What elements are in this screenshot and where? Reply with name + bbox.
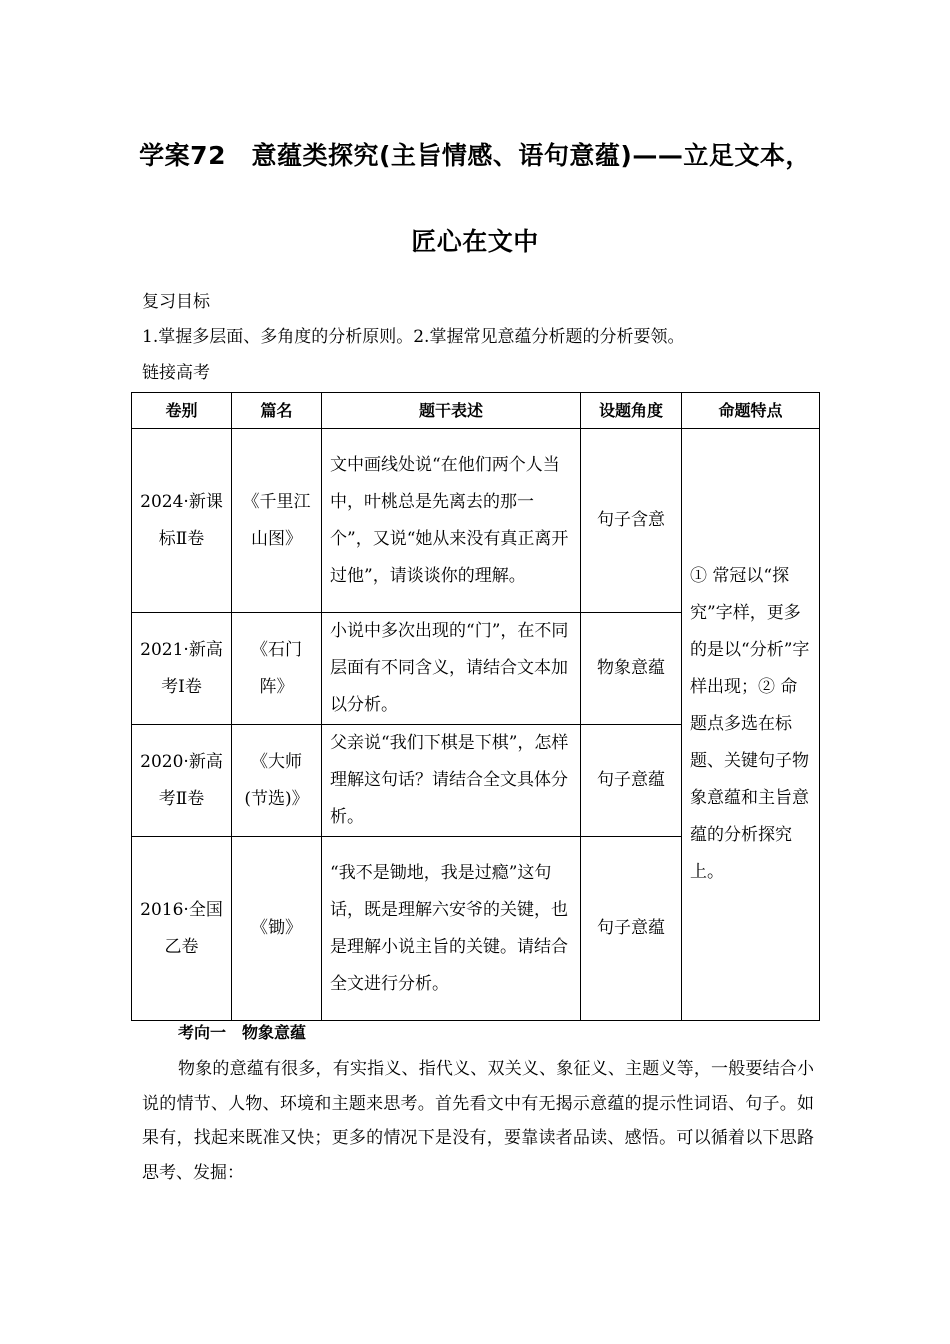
review-goals-heading: 复习目标 — [142, 292, 210, 312]
exam-table — [131, 392, 820, 1021]
cell-angle: 句子意蕴 — [581, 725, 682, 837]
table-header-row — [132, 393, 820, 429]
cell-title: 《石门阵》 — [232, 613, 322, 725]
page-title-line-1: 学案72 意蕴类探究(主旨情感、语句意蕴)——立足文本， — [139, 141, 811, 170]
cell-stem: 文中画线处说“在他们两个人当中，叶桃总是先离去的那一个”，又说“她从来没有真正离开过他”，请谈谈你的理解。 — [322, 429, 581, 613]
cell-stem: “我不是锄地，我是过瘾”这句话，既是理解六安爷的关键，也是理解小说主旨的关键。请结合全文进行分析。 — [322, 837, 581, 1021]
cell-title: 《千里江山图》 — [232, 429, 322, 613]
cell-title: 《大师(节选)》 — [232, 725, 322, 837]
cell-paper: 2021·新高考Ⅰ卷 — [132, 613, 232, 725]
cell-paper: 2024·新课标Ⅱ卷 — [132, 429, 232, 613]
cell-angle: 物象意蕴 — [581, 613, 682, 725]
section-paragraph: 物象的意蕴有很多，有实指义、指代义、双关义、象征义、主题义等，一般要结合小说的情节、人物、环境和主题来思考。首先看文中有无揭示意蕴的提示性词语、句子。如果有，找起来既准又快；更多的情况下是没有，要靠读者品读、感悟。可以循着以下思路思考、发掘： — [142, 1059, 814, 1183]
header-paper: 卷别 — [132, 393, 232, 429]
header-angle: 设题角度 — [581, 393, 682, 429]
cell-features: ① 常冠以“探究”字样，更多的是以“分析”字样出现；② 命题点多选在标题、关键句子物象意蕴和主旨意蕴的分析探究上。 — [682, 429, 820, 1021]
page-title-line-2: 匠心在文中 — [411, 227, 539, 256]
cell-title: 《锄》 — [232, 837, 322, 1021]
cell-stem: 小说中多次出现的“门”，在不同层面有不同含义，请结合文本加以分析。 — [322, 613, 581, 725]
header-title: 篇名 — [232, 393, 322, 429]
link-exam-heading: 链接高考 — [142, 363, 210, 383]
cell-angle: 句子含意 — [581, 429, 682, 613]
cell-paper: 2020·新高考Ⅱ卷 — [132, 725, 232, 837]
header-stem: 题干表述 — [322, 393, 581, 429]
cell-angle: 句子意蕴 — [581, 837, 682, 1021]
cell-stem: 父亲说“我们下棋是下棋”，怎样理解这句话？请结合全文具体分析。 — [322, 725, 581, 837]
header-features: 命题特点 — [682, 393, 820, 429]
review-goals-text: 1.掌握多层面、多角度的分析原则。2.掌握常见意蕴分析题的分析要领。 — [142, 327, 685, 347]
table-row — [132, 429, 820, 613]
cell-paper: 2016·全国乙卷 — [132, 837, 232, 1021]
section-heading: 考向一 物象意蕴 — [178, 1023, 307, 1042]
